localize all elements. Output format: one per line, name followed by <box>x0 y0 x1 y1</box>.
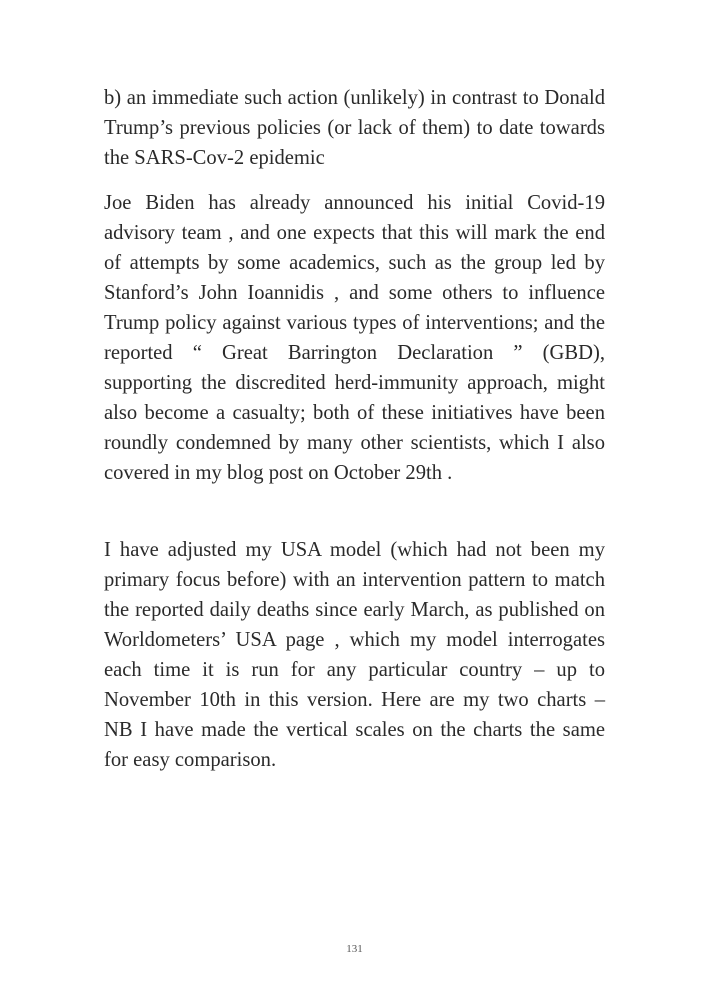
paragraph-usa-model: I have adjusted my USA model (which had not been my primary focus before) with an intervention pattern to match the reported daily deaths since early March, as published on Worldometers’ USA page , which my model interrogates each time it is run for any particular country – up to November 10th in this version. Here are my two charts – NB I have made the vertical scales on the charts the same for easy comparison. <box>104 539 605 771</box>
paragraph-trump-policies: b) an immediate such action (unlikely) in contrast to Donald Trump’s previous policies (or lack of them) to date towards the SARS-Cov-2 epidemic <box>104 87 605 169</box>
page-number: 131 <box>346 943 363 955</box>
paragraph-biden-advisory-team: Joe Biden has already announced his initial Covid-19 advisory team , and one expects that this will mark the end of attempts by some academics, such as the group led by Stanford’s John Ioannidis , and some others to influence Trump policy against various types of interventions; and the reported “ Great Barrington Declaration ” (GBD), supporting the discredited herd-immunity approach, might also become a casualty; both of these initiatives have been roundly condemned by many other scientists, which I also covered in my blog post on October 29th . <box>104 192 605 484</box>
